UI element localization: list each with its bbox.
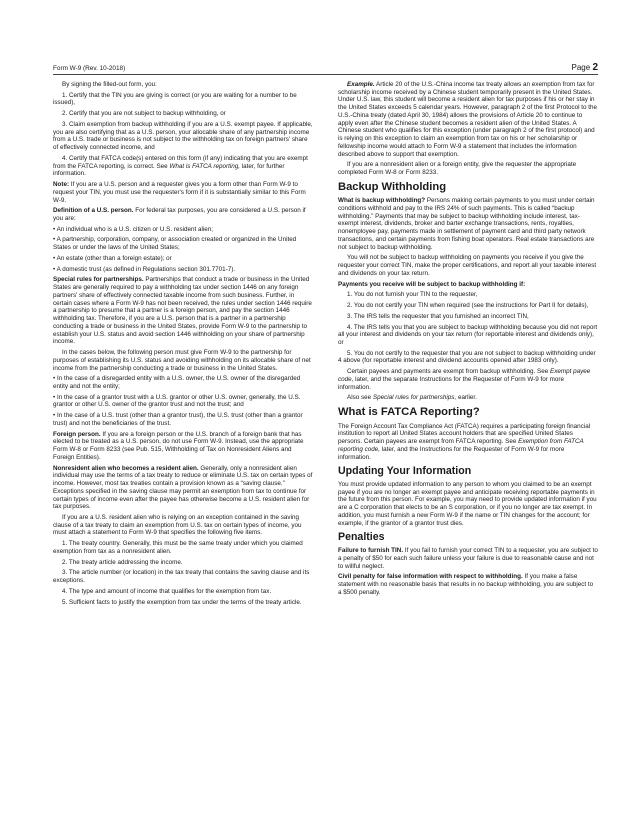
list-item: • In the case of a U.S. trust (other than a grantor trust), the U.S. trust (other than a grantor trust) and not the beneficiaries of the trust. xyxy=(53,412,303,427)
paragraph: 1. Certify that the TIN you are giving is correct (or you are waiting for a number to be issued), xyxy=(53,91,297,107)
special-rules-paragraph: Special rules for partnerships. Partnerships that conduct a trade or business in the United States are generally required to pay a withholding tax under section 1446 on any foreign partners' share of effectively connected taxable income from such business. Further, in certain cases where a Form W-9 has not been received, the rules under section 1446 require a partnership to presume that a partner is a foreign person, and pay the section 1446 withholding tax. Therefore, if you are a U.S. person that is a partner in a partnership conducting a trade or business in the United States, provide Form W-9 to the partnership to establish your U.S. status and avoid section 1446 withholding on your share of partnership income. xyxy=(53,276,312,346)
nonresident-alien-paragraph: Nonresident alien who becomes a resident alien. Generally, only a nonresident alien individual may use the terms of a tax treaty to reduce or eliminate U.S. tax on certain types of income. However, most tax treaties contain a provision known as a “saving clause.” Exceptions specified in the saving clause may permit an exemption from tax to continue for certain types of income even after the payee has otherwise become a U.S. resident alien for tax purposes. xyxy=(53,464,313,511)
foreign-person-paragraph: Foreign person. If you are a foreign person or the U.S. branch of a foreign bank that has elected to be treated as a U.S. person, do not use Form W-9. Instead, use the appropriate Form W-8 or Form 8233 (see Pub. 515, Withholding of Tax on Nonresident Aliens and Foreign Entities). xyxy=(53,430,304,461)
page-number: 2 xyxy=(592,62,598,73)
paragraph: If you are a U.S. resident alien who is relying on an exception contained in the saving clause of a tax treaty to claim an exemption from U.S. tax on certain types of income, you must attach a statement to Form W-9 that specifies the following five items. xyxy=(53,513,302,537)
paragraph: Civil penalty for false information with respect to withholding. If you make a false statement with no reasonable basis that results in no backup withholding, you are subject to a $500 penalty. xyxy=(338,573,594,596)
paragraph: If you are a nonresident alien or a foreign entity, give the requester the appropriate completed Form W-8 or Form 8233. xyxy=(338,161,577,177)
paragraph: Failure to furnish TIN. If you fail to furnish your correct TIN to a requester, you are subject to a penalty of $50 for each such failure unless your failure is due to reasonable cause and not to willful neglect. xyxy=(338,547,598,570)
example-paragraph: Example. Article 20 of the U.S.-China income tax treaty allows an exemption from tax for scholarship income received by a Chinese student temporarily present in the United States. Under U.S. law, this student will become a resident alien for tax purposes if his or her stay in the United States exceeds 5 calendar years. However, paragraph 2 of the first Protocol to the U.S.-China treaty (dated April 30, 1984) allows the provisions of Article 20 to continue to apply even after the Chinese student becomes a resident alien of the United States. A Chinese student who qualifies for this exception (under paragraph 2 of the first protocol) and is relying on this exception to claim an exemption from tax on his or her scholarship or fellowship income would attach to Form W-9 a statement that includes the information described above to support that exemption. xyxy=(338,81,598,158)
paragraph: You must provide updated information to any person to whom you claimed to be an exempt payee if you are no longer an exempt payee and anticipate receiving reportable payments in the future from this person. For example, you may need to provide updated information if you are a C corporation that elects to be an S corporation, or if you no longer are tax exempt. In addition, you must furnish a new Form W-9 if the name or TIN changes for the account; for example, if the grantor of a grantor trust dies. xyxy=(338,480,597,527)
section-heading-updating: Updating Your Information xyxy=(338,465,472,478)
section-heading-fatca: What is FATCA Reporting? xyxy=(338,406,480,419)
list-item: • In the case of a disregarded entity with a U.S. owner, the U.S. owner of the disregarded entity and not the entity; xyxy=(53,375,301,390)
list-item: 4. The IRS tells you that you are subject to backup withholding because you did not report all your interest and dividends on your tax return (for reportable interest and dividends only), or xyxy=(338,323,598,346)
list-item: • In the case of a grantor trust with a U.S. grantor or other U.S. owner, generally, the U.S. grantor or other U.S. owner of the grantor trust and not the trust; and xyxy=(53,393,301,409)
paragraph: Also see Special rules for partnerships, earlier. xyxy=(347,394,477,402)
paragraph: In the cases below, the following person must give Form W-9 to the partnership for purposes of establishing its U.S. status and avoiding withholding on its allocable share of net income from the partnership conducting a trade or business in the United States. xyxy=(53,349,311,372)
section-heading-penalties: Penalties xyxy=(338,531,385,544)
cross-reference: Exemption from FATCA reporting code, xyxy=(338,438,584,453)
cross-reference: Exempt payee code, xyxy=(338,368,591,383)
page-number-label xyxy=(572,62,598,74)
paragraph: By signing the filled-out form, you: xyxy=(62,81,157,88)
list-item: • A domestic trust (as defined in Regulations section 301.7701-7). xyxy=(53,265,236,273)
list-item: 2. You do not certify your TIN when required (see the instructions for Part II for details), xyxy=(347,302,589,310)
cross-reference: Special rules for partnerships, xyxy=(372,394,457,402)
list-item: 5. Sufficient facts to justify the exemption from tax under the terms of the treaty article. xyxy=(62,598,302,606)
paragraph: You will not be subject to backup withholding on payments you receive if you give the requester your correct TIN, make the proper certifications, and report all your taxable interest and dividends on your tax return. xyxy=(338,254,597,277)
cross-reference: What is FATCA reporting, xyxy=(169,162,240,170)
list-item: • An individual who is a U.S. citizen or U.S. resident alien; xyxy=(53,225,214,233)
paragraph: 2. Certify that you are not subject to backup withholding, or xyxy=(62,110,226,118)
list-item: 5. You do not certify to the requester that you are not subject to backup withholding under 4 above (for reportable interest and dividend accounts opened after 1983 only). xyxy=(338,349,596,365)
list-item: • A partnership, corporation, company, or association created or organized in the United States or under the laws of the United States; xyxy=(53,236,297,252)
two-column-body xyxy=(53,81,598,609)
list-item: 2. The treaty article addressing the income. xyxy=(62,558,183,566)
section-heading-backup-withholding: Backup Withholding xyxy=(338,180,447,193)
list-item: • An estate (other than a foreign estate); or xyxy=(53,254,172,262)
list-item: 3. The article number (or location) in the tax treaty that contains the saving clause and its exceptions. xyxy=(53,569,310,585)
subheading: Payments you receive will be subject to backup withholding if: xyxy=(338,280,526,288)
list-item: 4. The type and amount of income that qualifies for the exemption from tax. xyxy=(62,587,272,595)
note-paragraph: Note: If you are a U.S. person and a requester gives you a form other than Form W-9 to request your TIN, you must use the requester's form if it is substantially similar to this Form W-9. xyxy=(53,181,306,204)
list-item: 1. You do not furnish your TIN to the requester, xyxy=(347,291,478,299)
definition-paragraph: Definition of a U.S. person. For federal tax purposes, you are considered a U.S. person if you are: xyxy=(53,207,306,223)
list-item: 1. The treaty country. Generally, this must be the same treaty under which you claimed exemption from tax as a nonresident alien. xyxy=(53,540,303,555)
paragraph: Certain payees and payments are exempt from backup withholding. See Exempt payee code, later, and the separate Instructions for the Requester of Form W-9 for more information. xyxy=(338,368,591,391)
right-column xyxy=(338,81,598,609)
page-prefix: Page xyxy=(571,63,591,72)
list-item: 3. The IRS tells the requester that you furnished an incorrect TIN, xyxy=(347,312,529,320)
paragraph: What is backup withholding? Persons making certain payments to you must under certain conditions withhold and pay to the IRS 24% of such payments. This is called “backup withholding.” Payments that may be subject to backup withholding include interest, tax-exempt interest, dividends, broker and barter exchange transactions, rents, royalties, nonemployee pay, payments made in settlement of payment card and third party network transactions, and certain payments from fishing boat operators. Real estate transactions are not subject to backup withholding. xyxy=(338,197,595,251)
left-column xyxy=(53,81,313,609)
paragraph: 3. Claim exemption from backup withholding if you are a U.S. exempt payee. If applicable, you are also certifying that as a U.S. person, your allocable share of any partnership income from a U.S. trade or business is not subject to the withholding tax on foreign partners' share of effectively connected income, and xyxy=(53,120,313,152)
paragraph: The Foreign Account Tax Compliance Act (FATCA) requires a participating foreign financial institution to report all United States account holders that are specified United States persons. Certain payees are exempt from FATCA reporting. See Exemption from FATCA reporting code, later, and the Instructions for the Requester of Form W-9 for more information. xyxy=(338,422,591,461)
page-header xyxy=(53,56,598,75)
form-label: Form W-9 (Rev. 10-2018) xyxy=(53,65,126,72)
paragraph: 4. Certify that FATCA code(s) entered on this form (if any) indicating that you are exempt from the FATCA reporting, is correct. See What is FATCA reporting, later, for further information. xyxy=(53,154,308,178)
